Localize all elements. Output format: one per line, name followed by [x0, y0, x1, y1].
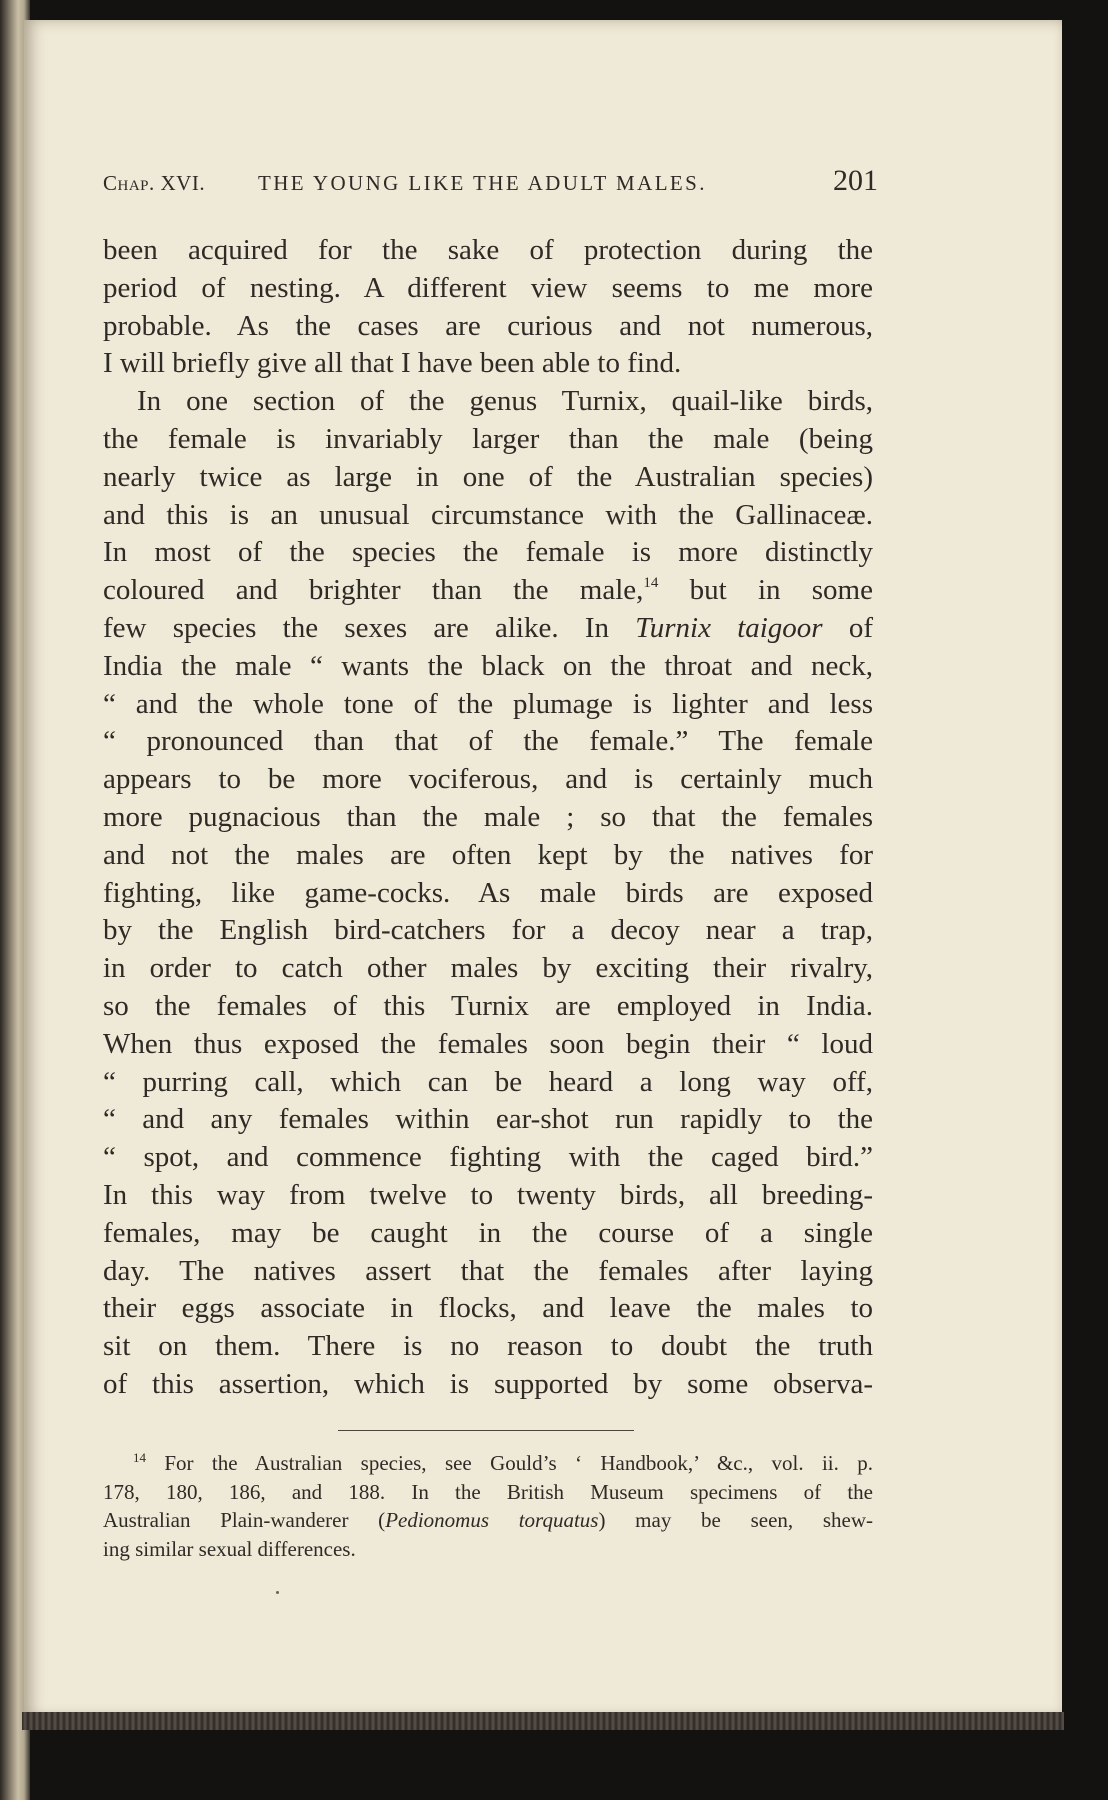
text-line: “ purring call, which can be heard a long way off,: [103, 1065, 873, 1098]
text-line: and this is an unusual circumstance with the Gallinaceæ.: [103, 498, 873, 531]
text-line: probable. As the cases are curious and not numerous,: [103, 309, 873, 342]
text-line: sit on them. There is no reason to doubt the truth: [103, 1330, 873, 1363]
text-line: “ spot, and commence fighting with the caged bird.”: [103, 1141, 873, 1174]
text-line: in order to catch other males by exciting their rivalry,: [103, 952, 873, 985]
text-segment: ) may be seen, shew-: [598, 1508, 874, 1532]
text-segment: coloured and brighter than the male,: [103, 574, 644, 607]
footnote-line: 178, 180, 186, and 188. In the British Museum specimens of the: [103, 1479, 873, 1504]
text-line: In one section of the genus Turnix, quail-like birds,: [137, 385, 873, 418]
text-line: their eggs associate in flocks, and leave the males to: [103, 1292, 873, 1325]
text-line: “ and any females within ear-shot run rapidly to the: [103, 1103, 873, 1136]
text-line: India the male “ wants the black on the throat and neck,: [103, 649, 873, 682]
text-line: nearly twice as large in one of the Australian species): [103, 460, 873, 493]
body-text: [103, 232, 873, 1404]
running-header: [103, 166, 878, 202]
text-line: I will briefly give all that I have been able to find.: [103, 347, 682, 380]
text-segment: but in some: [658, 574, 873, 607]
text-segment: For the Australian species, see Gould’s ‘ Handbook,’ &c., vol. ii. p.: [146, 1451, 873, 1475]
text-line: so the females of this Turnix are employed in India.: [103, 989, 873, 1022]
paper-speck: [276, 1591, 279, 1594]
text-line: In most of the species the female is more distinctly: [103, 536, 873, 569]
text-line: In this way from twelve to twenty birds, all breeding-: [103, 1178, 873, 1211]
text-segment: of: [822, 611, 873, 644]
text-line: [103, 572, 873, 610]
text-line: appears to be more vociferous, and is certainly much: [103, 763, 873, 796]
footnote-divider: [338, 1430, 634, 1431]
page-block-edge: [22, 1712, 1064, 1730]
text-line: of this assertion, which is supported by some observa-: [103, 1367, 873, 1400]
text-line: by the English bird-catchers for a decoy near a trap,: [103, 914, 873, 947]
page-number: 201: [833, 164, 878, 197]
text-line: the female is invariably larger than the male (being: [103, 422, 873, 455]
running-title: THE YOUNG LIKE THE ADULT MALES.: [258, 171, 707, 195]
text-line: fighting, like game-cocks. As male birds are exposed: [103, 876, 873, 909]
species-name: Turnix taigoor: [635, 611, 823, 644]
chapter-label: Chap. XVI.: [103, 171, 206, 195]
text-line: females, may be caught in the course of a single: [103, 1216, 873, 1249]
footnote-line: [103, 1506, 873, 1535]
footnote-marker: 14: [133, 1450, 146, 1465]
footnote-line: ing similar sexual differences.: [103, 1536, 356, 1561]
text-line: “ and the whole tone of the plumage is lighter and less: [103, 687, 873, 720]
text-line: [103, 610, 873, 648]
text-line: and not the males are often kept by the natives for: [103, 838, 873, 871]
footnote: [103, 1449, 873, 1563]
text-line: more pugnacious than the male ; so that the females: [103, 800, 873, 833]
text-line: “ pronounced than that of the female.” The female: [103, 725, 873, 758]
text-line: been acquired for the sake of protection during the: [103, 234, 873, 266]
footnote-line: [103, 1449, 873, 1478]
text-segment: Australian Plain-wanderer (: [103, 1508, 386, 1532]
text-line: When thus exposed the females soon begin their “ loud: [103, 1027, 873, 1060]
text-line: period of nesting. A different view seems to me more: [103, 271, 873, 304]
species-name: Pedionomus torquatus: [385, 1508, 599, 1532]
text-line: day. The natives assert that the females after laying: [103, 1254, 873, 1287]
footnote-ref: 14: [643, 575, 659, 592]
text-segment: few species the sexes are alike. In: [103, 611, 636, 644]
